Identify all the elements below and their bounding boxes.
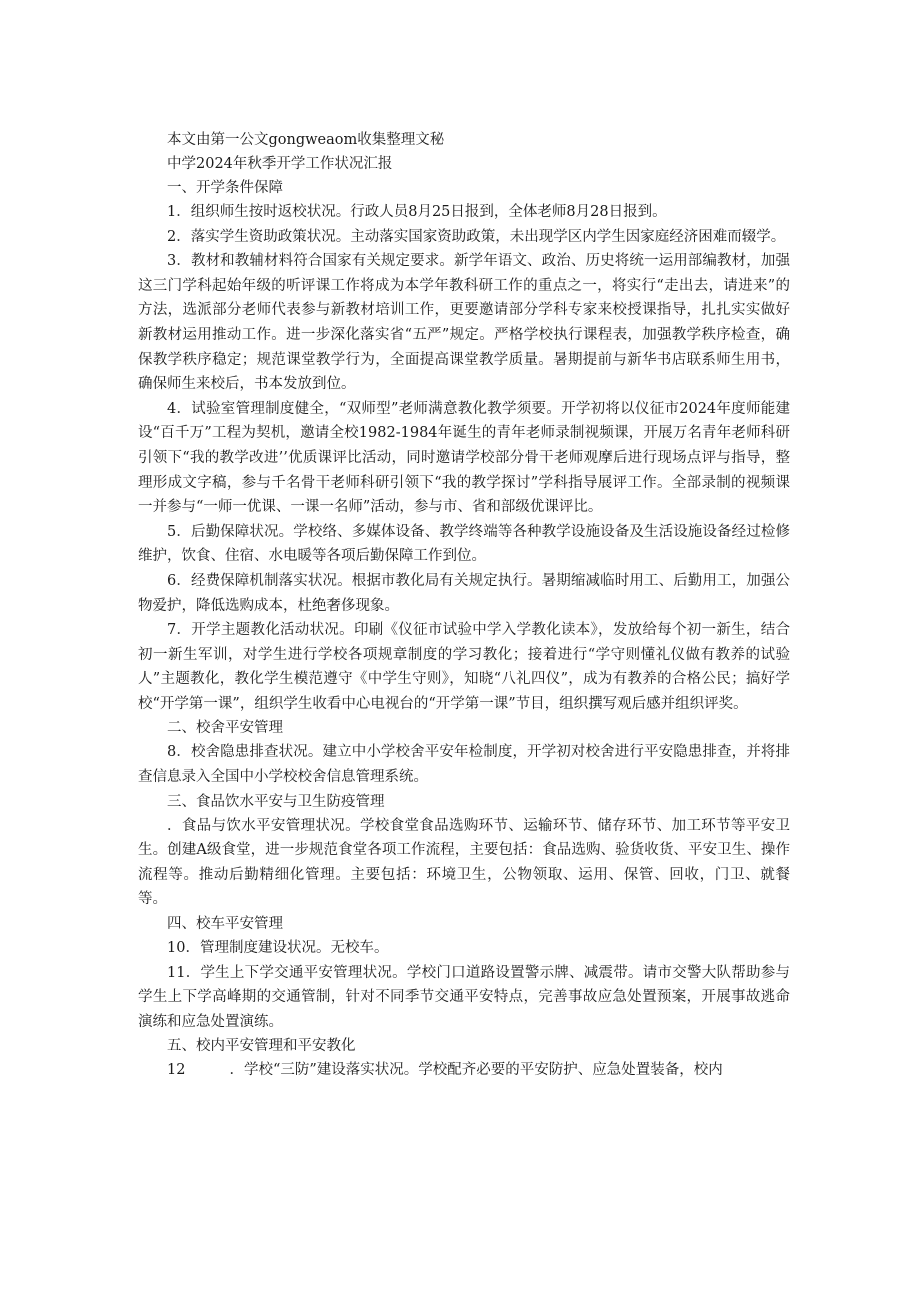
paragraph-7: 7．开学主题教化活动状况。印刷《仪征市试验中学入学教化读本》，发放给每个初一新生，结合初一新生军训，对学生进行学校各项规章制度的学习教化；接着进行“学守则懂礼仪做有教养的试验人”主题教化，教化学生模范遵守《中学生守则》，知晓“八礼四仪”，成为有教养的合格公民；搞好学校“开学第一课”，组织学生收看中心电视台的“开学第一课”节目，组织撰写观后感并组织评奖。 <box>138 622 790 712</box>
paragraph-12-number: 12 <box>167 1062 186 1079</box>
source-note: 本文由第一公文gongweaom收集整理文秘 <box>167 132 445 148</box>
paragraph-6: 6．经费保障机制落实状况。根据市教化局有关规定执行。暑期缩减临时用工、后勤用工，加强公物爱护，降低选购成本，杜绝奢侈现象。 <box>138 572 790 614</box>
document-title: 中学2024年秋季开学工作状况汇报 <box>167 156 393 172</box>
section-heading-5: 五、校内平安管理和平安教化 <box>167 1038 356 1055</box>
paragraph-9: ．食品与饮水平安管理状况。学校食堂食品选购环节、运输环节、储存环节、加工环节等平安卫生。创建A级食堂，进一步规范食堂各项工作流程，主要包括：食品选购、验货收货、平安卫生、操作流程等。推动后勤精细化管理。主要包括：环境卫生，公物领取、运用、保管、回收，门卫、就餐等。 <box>138 817 790 908</box>
paragraph-10: 10．管理制度建设状况。无校车。 <box>167 940 389 957</box>
paragraph-12-text: ．学校“三防”建设落实状况。学校配齐必要的平安防护、应急处置装备，校内 <box>229 1062 723 1079</box>
paragraph-2: 2．落实学生资助政策状况。主动落实国家资助政策，未出现学区内学生因家庭经济困难而辍学。 <box>167 228 786 245</box>
section-heading-4: 四、校车平安管理 <box>167 916 283 933</box>
section-heading-2: 二、校舍平安管理 <box>167 720 283 737</box>
section-heading-1: 一、开学条件保障 <box>167 180 283 196</box>
paragraph-12 <box>138 1058 790 1083</box>
paragraph-8: 8．校舍隐患排查状况。建立中小学校舍平安年检制度，开学初对校舍进行平安隐患排查，并将排查信息录入全国中小学校校舍信息管理系统。 <box>138 744 790 786</box>
paragraph-5: 5．后勤保障状况。学校络、多媒体设备、教学终端等各种教学设施设备及生活设施设备经过检修维护，饮食、住宿、水电暖等各项后勤保障工作到位。 <box>138 523 790 565</box>
paragraph-11: 11．学生上下学交通平安管理状况。学校门口道路设置警示牌、减震带。请市交警大队帮助参与学生上下学高峰期的交通管制，针对不同季节交通平安特点，完善事故应急处置预案，开展事故逃命演练和应急处置演练。 <box>138 964 790 1030</box>
section-heading-3: 三、食品饮水平安与卫生防疫管理 <box>167 793 385 810</box>
paragraph-1: 1．组织师生按时返校状况。行政人员8月25日报到，全体老师8月28日报到。 <box>167 204 667 220</box>
document-page <box>138 128 790 1083</box>
paragraph-3: 3．教材和教辅材料符合国家有关规定要求。新学年语文、政治、历史将统一运用部编教材，加强这三门学科起始年级的听评课工作将成为本学年教科研工作的重点之一，将实行“走出去，请进来”的方法，选派部分老师代表参与新教材培训工作，更要邀请部分学科专家来校授课指导，扎扎实实做好新教材运用推动工作。进一步深化落实省“五严”规定。严格学校执行课程表，加强教学秩序检查，确保教学秩序稳定；规范课堂教学行为，全面提高课堂教学质量。暑期提前与新华书店联系师生用书，确保师生来校后，书本发放到位。 <box>138 253 790 393</box>
paragraph-4: 4．试验室管理制度健全，“双师型”老师满意教化教学须要。开学初将以仪征市2024年度师能建设“百千万”工程为契机，邀请全校1982-1984年诞生的青年老师录制视频课，开展万名青年老师科研引领下“我的教学改进’’优质课评比活动，同时邀请学校部分骨干老师观摩后进行现场点评与指导，整理形成文字稿，参与千名骨干老师科研引领下“我的教学探讨”学科指导展评工作。全部录制的视频课一并参与“一师一优课、一课一名师”活动，参与市、省和部级优课评比。 <box>138 400 790 516</box>
